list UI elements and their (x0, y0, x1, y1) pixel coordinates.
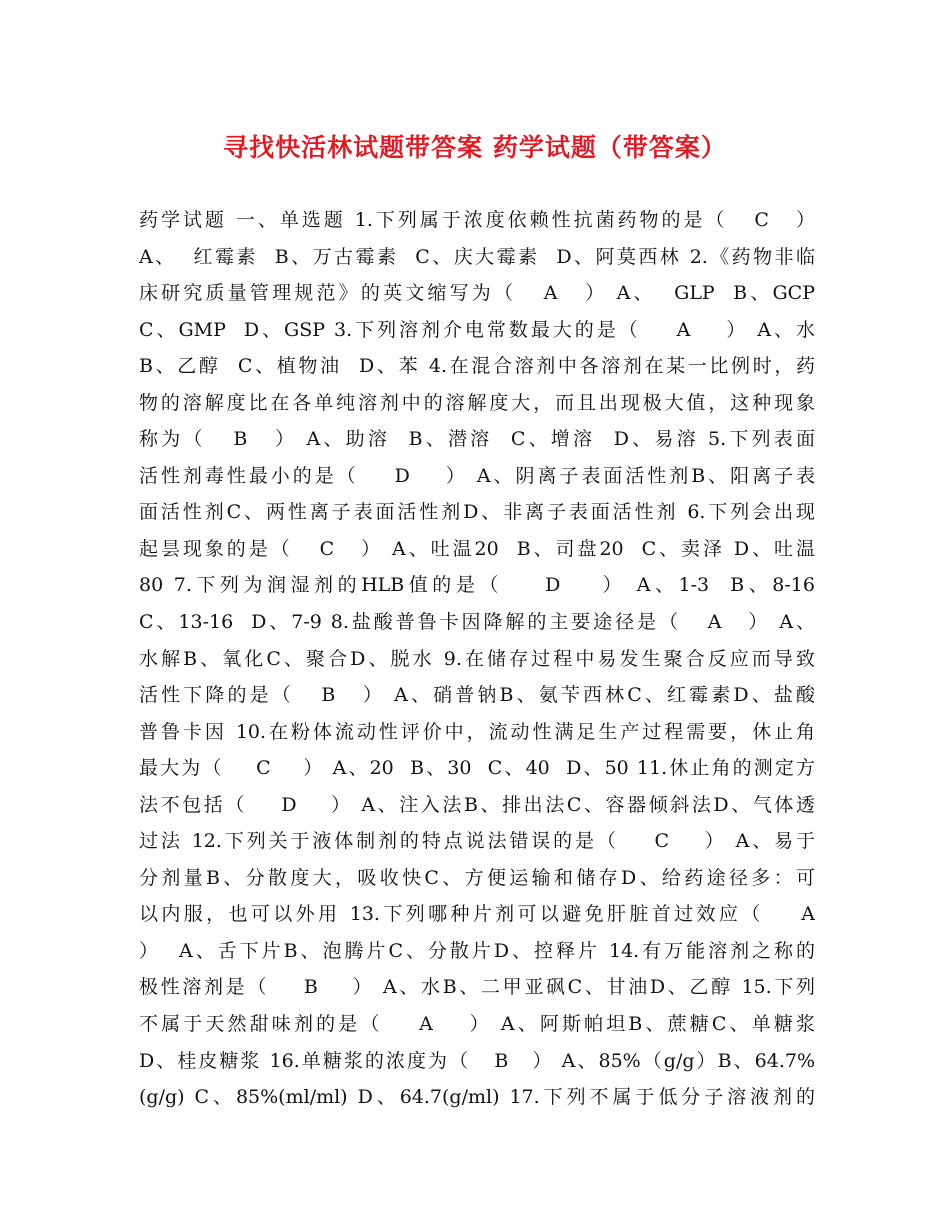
body-line-22: 极性溶剂是（ B ） A、水B、二甲亚砜C、甘油D、乙醇 15.下列 (139, 976, 815, 999)
body-line-19: 分剂量B、分散度大，吸收快C、方便运输和储存D、给药途径多：可 (139, 866, 815, 889)
body-line-4: C、GMP D、GSP 3.下列溶剂介电常数最大的是（ A ） A、水 (139, 318, 815, 341)
body-line-8: 活性剂毒性最小的是（ D ） A、阴离子表面活性剂B、阳离子表 (139, 464, 815, 487)
body-line-3: 床研究质量管理规范》的英文缩写为（ A ） A、 GLP B、GCP (139, 282, 815, 305)
body-line-5: B、乙醇 C、植物油 D、苯 4.在混合溶剂中各溶剂在某一比例时，药 (139, 355, 815, 378)
body-line-2: A、 红霉素 B、万古霉素 C、庆大霉素 D、阿莫西林 2.《药物非临 (139, 245, 815, 268)
body-line-20: 以内服，也可以外用 13.下列哪种片剂可以避免肝脏首过效应（ A (139, 903, 815, 926)
body-line-6: 物的溶解度比在各单纯溶剂中的溶解度大，而且出现极大值，这种现象 (139, 391, 815, 414)
body-line-12: C、13-16 D、7-9 8.盐酸普鲁卡因降解的主要途径是（ A ） A、 (139, 611, 815, 634)
body-line-16: 最大为（ C ） A、20 B、30 C、40 D、50 11.休止角的测定方 (139, 757, 815, 780)
body-line-9: 面活性剂C、两性离子表面活性剂D、非离子表面活性剂 6.下列会出现 (139, 501, 815, 524)
body-line-15: 普鲁卡因 10.在粉体流动性评价中，流动性满足生产过程需要，休止角 (139, 720, 815, 743)
body-line-24: D、桂皮糖浆 16.单糖浆的浓度为（ B ） A、85%（g/g）B、64.7% (139, 1049, 815, 1072)
body-line-1: 药学试题 一、单选题 1.下列属于浓度依赖性抗菌药物的是（ C ） (139, 209, 815, 231)
body-line-7: 称为（ B ） A、助溶 B、潜溶 C、增溶 D、易溶 5.下列表面 (139, 428, 815, 451)
body-line-14: 活性下降的是（ B ） A、硝普钠B、氨苄西林C、红霉素D、盐酸 (139, 684, 815, 707)
document-body (139, 202, 815, 1116)
document-title: 寻找快活林试题带答案 药学试题（带答案） (223, 133, 727, 162)
body-line-17: 法不包括（ D ） A、注入法B、排出法C、容器倾斜法D、气体透 (139, 793, 815, 816)
body-line-18: 过法 12.下列关于液体制剂的特点说法错误的是（ C ） A、易于 (139, 830, 815, 853)
body-line-23: 不属于天然甜味剂的是（ A ） A、阿斯帕坦B、蔗糖C、单糖浆 (139, 1013, 815, 1036)
body-line-21: ） A、舌下片B、泡腾片C、分散片D、控释片 14.有万能溶剂之称的 (139, 939, 815, 962)
body-line-11: 80 7.下列为润湿剂的HLB值的是（ D ） A、1-3 B、8-16 (139, 574, 815, 597)
body-line-13: 水解B、氧化C、聚合D、脱水 9.在储存过程中易发生聚合反应而导致 (139, 647, 815, 670)
body-line-10: 起昙现象的是（ C ） A、吐温20 B、司盘20 C、卖泽 D、吐温 (139, 537, 815, 560)
body-line-25: (g/g) C、85%(ml/ml) D、64.7(g/ml) 17.下列不属于低分子溶液剂的 (139, 1086, 815, 1109)
